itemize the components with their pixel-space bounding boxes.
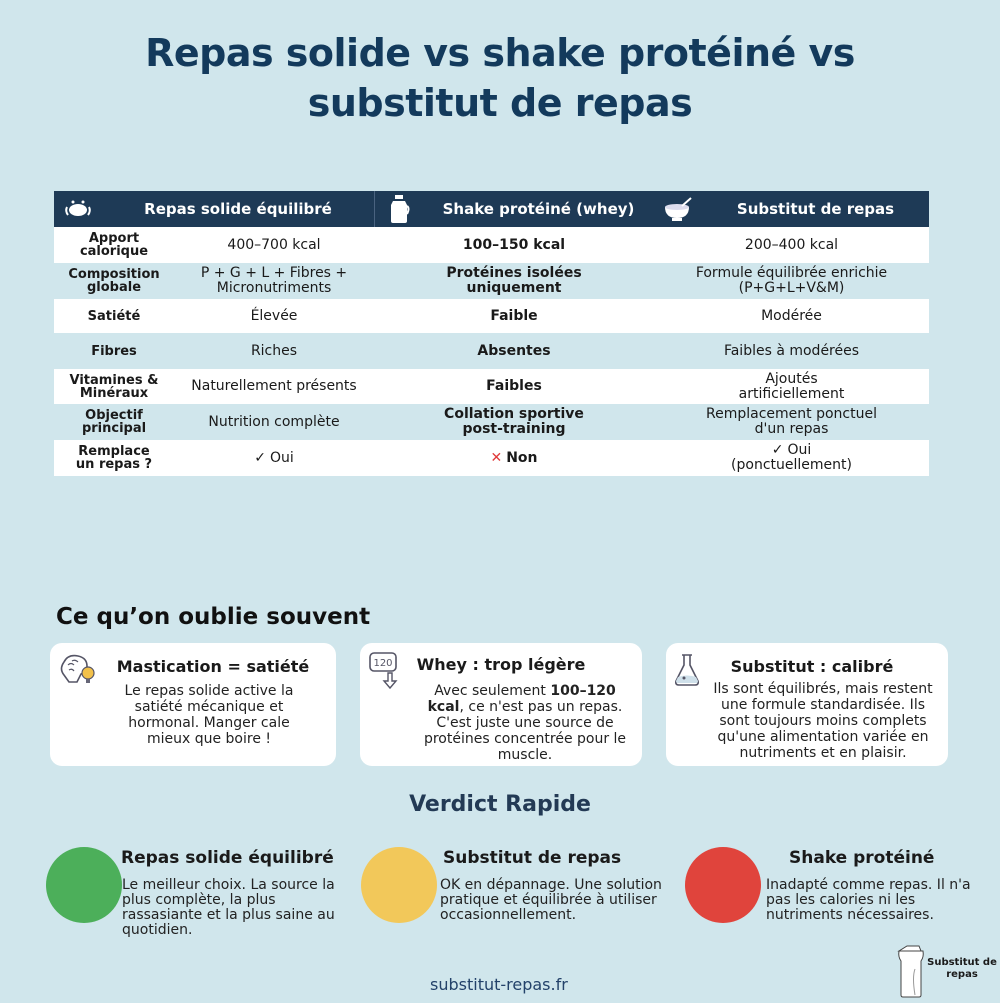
cell-substitute: Formule équilibrée enrichie (P+G+L+V&M) [695,265,888,296]
cell-substitute: Remplacement ponctuel d'un repas [706,406,877,437]
cell-substitute: Faibles à modérées [723,342,860,359]
forgotten-section-title: Ce qu’on oublie souvent [56,604,371,630]
verdict-title: Verdict Rapide [409,792,591,817]
cell-value: Oui [269,449,294,466]
header-label: Shake protéiné (whey) [442,200,635,218]
cell-substitute [654,440,929,476]
cell-shake: Faibles [486,378,542,394]
cell-substitute: Ajoutés artificiellement [738,370,845,402]
row-label: Fibres [91,343,137,359]
row-label: Apport calorique [79,231,149,259]
info-card-whey [360,643,642,766]
page-title [0,28,1000,128]
verdict-item-title: Repas solide équilibré [121,848,334,868]
cell-shake: Absentes [477,342,551,359]
header-label: Repas solide équilibré [144,200,332,218]
cell-shake: Collation sportive post-training [444,406,584,437]
comparison-table [54,191,929,476]
check-icon: ✓ [771,442,784,458]
cell-solid: Riches [250,342,298,359]
table-header [54,191,929,227]
cell-solid: 400–700 kcal [227,236,321,253]
verdict-yellow-indicator [361,847,437,923]
bowl-spoon-icon [654,196,702,222]
verdict-item-body: Le meilleur choix. La source la plus complète, la plus rassasiante et la plus saine au quotidien. [122,877,335,938]
shaker-logo-icon [895,943,927,1003]
verdict-item-body: Inadapté comme repas. Il n'a pas les calories ni les nutriments nécessaires. [766,877,971,923]
row-label: Vitamines & Minéraux [69,372,159,401]
cell-solid: Naturellement présents [191,378,357,394]
header-label: Substitut de repas [736,200,895,218]
card-body: Ils sont équilibrés, mais restent une formule standardisée. Ils sont toujours moins complets qu'une alimentation variée en nutriments et en plaisir. [713,681,933,761]
cell-shake: Faible [490,307,538,324]
cell-shake: 100–150 kcal [462,236,566,253]
verdict-red-indicator [685,847,761,923]
highlight-kcal: 100–120 kcal [427,683,616,715]
cell-shake [374,440,654,476]
cell-value: Non [506,449,538,466]
card-body: Avec seulement 100–120 kcal, ce n'est pas un repas. C'est juste une source de protéines concentrée pour le muscle. [423,683,627,763]
cell-shake: Protéines isolées uniquement [446,265,582,296]
cell-substitute: Modérée [761,307,822,324]
check-icon: ✓ [254,449,266,466]
title-line-1: Repas solide vs shake protéiné vs [145,31,855,75]
table-row [54,404,929,440]
website-link[interactable]: substitut-repas.fr [430,975,568,994]
cell-solid: P + G + L + Fibres + Micronutriments [200,265,348,296]
cross-icon: ✕ [490,449,503,466]
cell-substitute: 200–400 kcal [744,236,839,253]
cell-solid: Nutrition complète [208,413,340,430]
row-label: Composition globale [68,267,160,295]
info-card-substitute [666,643,948,766]
cell-solid [174,440,374,476]
plate-icon [54,198,102,220]
row-label: Objectif principal [81,408,147,436]
cell-solid: Élevée [250,307,298,324]
table-row [54,333,929,369]
row-label: Satiété [87,308,141,324]
table-row [54,263,929,299]
table-row [54,299,929,333]
verdict-green-indicator [46,847,122,923]
title-line-2: substitut de repas [307,81,693,125]
row-label: Remplace un repas ? [75,444,153,472]
card-body: Le repas solide active la satiété mécanique et hormonal. Manger cale mieux que boire ! [124,683,294,747]
header-protein-shake [374,191,654,227]
table-row [54,440,929,476]
card-title: Substitut : calibré [730,657,894,676]
header-solid-meal [54,191,374,227]
card-title: Mastication = satiété [116,657,310,676]
svg-text:120: 120 [373,658,393,669]
info-card-mastication [50,643,336,766]
verdict-item-body: OK en dépannage. Une solution pratique et équilibrée à utiliser occasionnellement. [440,877,662,923]
card-title: Whey : trop légère [416,655,586,674]
table-row [54,227,929,263]
verdict-item-title: Substitut de repas [443,848,622,868]
table-row [54,369,929,404]
header-meal-substitute [654,191,929,227]
cell-value: ✓ Oui (ponctuellement) [731,442,852,473]
verdict-item-title: Shake protéiné [789,848,935,868]
shaker-bottle-icon [375,194,423,224]
brand-logo-text: Substitut de repas [927,957,997,980]
